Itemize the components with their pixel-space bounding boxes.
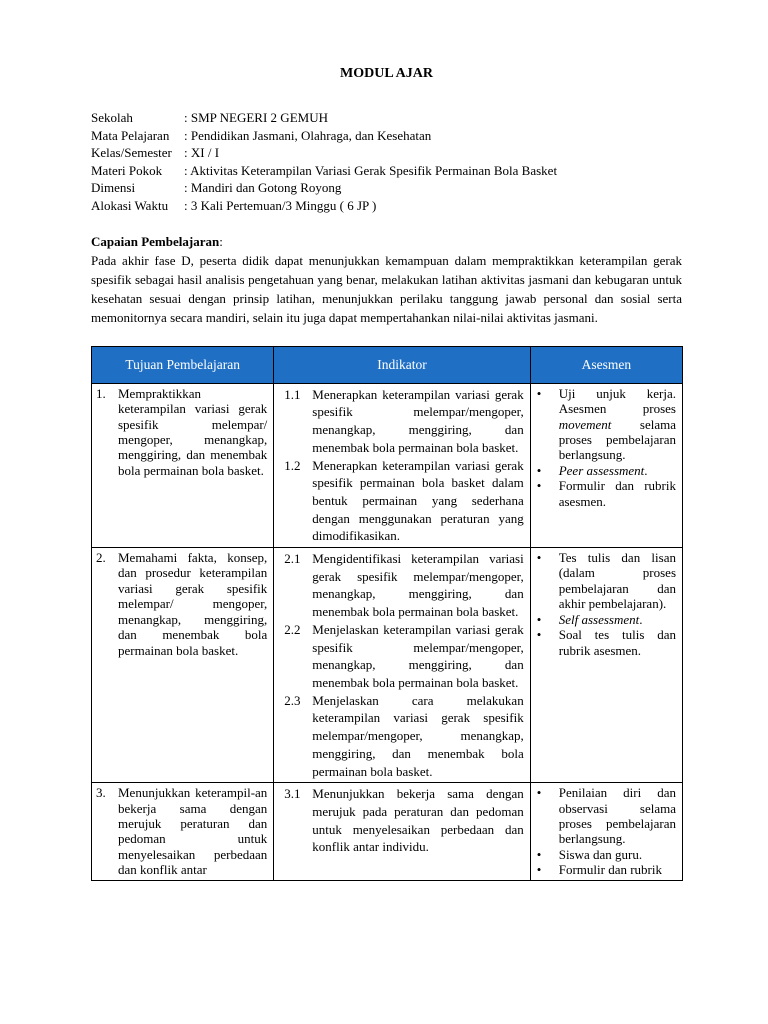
indikator-number: 2.1 <box>284 551 301 567</box>
capaian-heading-text: Capaian Pembelajaran <box>91 233 220 249</box>
info-label: Dimensi <box>91 180 136 196</box>
table-row <box>92 383 683 547</box>
asesmen-item <box>535 847 676 862</box>
asesmen-italic: movement <box>558 416 612 432</box>
info-row-mata-pelajaran <box>91 127 682 145</box>
info-label: Alokasi Waktu <box>91 197 169 213</box>
asesmen-list <box>535 550 676 658</box>
indikator-number: 1.2 <box>284 457 301 473</box>
info-label: Kelas/Semester <box>91 145 172 161</box>
info-row-kelas-semester <box>91 144 682 162</box>
asesmen-item <box>535 463 676 478</box>
asesmen-text: Uji unjuk kerja. Asesmen proses <box>558 385 676 417</box>
header-asesmen: Asesmen <box>530 346 682 383</box>
info-value: : Aktivitas Keterampilan Variasi Gerak Spesifik Permainan Bola Basket <box>184 162 558 178</box>
asesmen-text-tail: . <box>644 462 648 478</box>
bullet-icon: • <box>536 627 542 643</box>
asesmen-list <box>535 386 676 509</box>
asesmen-item <box>535 612 676 627</box>
tujuan-item <box>96 785 267 877</box>
indikator-item <box>278 785 523 856</box>
asesmen-text-tail: . <box>639 611 643 627</box>
info-row-dimensi <box>91 179 682 197</box>
info-value: : Mandiri dan Gotong Royong <box>184 180 342 196</box>
indikator-cell <box>274 548 530 783</box>
indikator-text: Menerapkan keterampilan variasi gerak spesifik permainan bola basket dalam bentuk permainan yang sederhana dengan menggunakan peraturan yang dimodifikasikan. <box>312 457 524 544</box>
item-number: 2. <box>96 550 106 566</box>
indikator-number: 1.1 <box>284 386 301 402</box>
asesmen-text-tail: selama proses pembelajaran berlangsung. <box>558 416 676 463</box>
asesmen-text: Soal tes tulis dan rubrik asesmen. <box>558 627 676 658</box>
indikator-item <box>278 692 523 781</box>
asesmen-italic: Self assessment <box>558 611 640 627</box>
asesmen-text: Penilaian diri dan observasi selama proses pembelajaran berlangsung. <box>558 785 676 847</box>
header-tujuan: Tujuan Pembelajaran <box>92 346 274 383</box>
table-header-row <box>92 346 683 383</box>
bullet-icon: • <box>536 550 542 566</box>
indikator-number: 2.2 <box>284 621 301 637</box>
asesmen-item <box>535 785 676 847</box>
tujuan-cell <box>92 548 274 783</box>
learning-objectives-table <box>91 346 683 881</box>
indikator-item <box>278 621 523 692</box>
bullet-icon: • <box>536 462 542 478</box>
asesmen-item <box>535 862 676 877</box>
bullet-icon: • <box>536 846 542 862</box>
header-indikator: Indikator <box>274 346 530 383</box>
table-row <box>92 548 683 783</box>
document-title: MODUL AJAR <box>340 66 433 81</box>
asesmen-text: Siswa dan guru. <box>558 846 643 862</box>
bullet-icon: • <box>536 478 542 494</box>
indikator-number: 3.1 <box>284 786 301 802</box>
indikator-item <box>278 457 523 546</box>
info-row-alokasi-waktu <box>91 197 682 215</box>
bullet-icon: • <box>536 785 542 801</box>
info-row-sekolah <box>91 109 682 127</box>
tujuan-item <box>96 386 267 478</box>
asesmen-cell <box>530 783 682 880</box>
asesmen-text: Tes tulis dan lisan (dalam proses pembelajaran dan akhir pembelajaran). <box>558 550 676 612</box>
info-label: Sekolah <box>91 110 133 125</box>
item-number: 1. <box>96 385 106 401</box>
bullet-icon: • <box>536 385 542 401</box>
indikator-text: Menerapkan keterampilan variasi gerak spesifik melempar/mengoper, menangkap, menggiring, dan menembak bola permainan bola basket. <box>312 386 524 455</box>
info-label: Mata Pelajaran <box>91 127 170 143</box>
item-text: Menunjukkan keterampil-an bekerja sama dengan merujuk peraturan dan pedoman untuk menyelesaikan perbedaan dan konflik antar <box>118 785 268 878</box>
indikator-text: Menjelaskan keterampilan variasi gerak spesifik melempar/mengoper, menangkap, menggiring, dan menembak bola permainan bola basket. <box>312 621 524 690</box>
tujuan-cell <box>92 383 274 547</box>
item-text: Mempraktikkan keterampilan variasi gerak spesifik melempar/ mengoper, menangkap, menggiring, dan menembak bola permainan bola basket. <box>118 385 268 478</box>
capaian-heading-colon: : <box>219 233 223 249</box>
asesmen-cell <box>530 383 682 547</box>
capaian-heading <box>91 232 682 251</box>
indikator-item <box>278 550 523 621</box>
asesmen-item <box>535 627 676 658</box>
info-value: : Pendidikan Jasmani, Olahraga, dan Kesehatan <box>184 127 432 143</box>
info-row-materi-pokok <box>91 162 682 180</box>
asesmen-italic: Peer assessment <box>558 462 645 478</box>
bullet-icon: • <box>536 611 542 627</box>
document-page <box>91 66 682 881</box>
bullet-icon: • <box>536 862 542 878</box>
indikator-number: 2.3 <box>284 692 301 708</box>
asesmen-item <box>535 550 676 612</box>
table-row <box>92 783 683 880</box>
tujuan-item <box>96 550 267 658</box>
item-number: 3. <box>96 785 106 801</box>
identity-block <box>91 109 682 215</box>
asesmen-cell <box>530 548 682 783</box>
indikator-text: Menunjukkan bekerja sama dengan merujuk pada peraturan dan pedoman untuk menyelesaikan perbedaan dan konflik antar individu. <box>312 786 524 855</box>
indikator-cell <box>274 783 530 880</box>
indikator-item <box>278 386 523 457</box>
asesmen-item <box>535 386 676 463</box>
indikator-cell <box>274 383 530 547</box>
indikator-text: Mengidentifikasi keterampilan variasi gerak spesifik melempar/mengoper, menangkap, menggiring, dan menembak bola permainan bola basket. <box>312 551 524 620</box>
asesmen-text: Formulir dan rubrik asesmen. <box>558 478 676 509</box>
capaian-paragraph: Pada akhir fase D, peserta didik dapat menunjukkan kemampuan dalam mempraktikkan keterampilan gerak spesifik sebagai hasil analisis pengetahuan yang benar, melakukan latihan aktivitas jasmani dan kebugaran untuk kesehatan sesuai dengan prinsip latihan, menunjukkan perilaku tanggung jawab personal dan sosial serta memonitornya secara mandiri, selain itu juga dapat mempertahankan nilai-nilai aktivitas jasmani. <box>91 252 682 326</box>
indikator-text: Menjelaskan cara melakukan keterampilan variasi gerak spesifik melempar/mengoper, menangkap, menggiring, dan menembak bola permainan bola basket. <box>312 692 524 779</box>
info-label: Materi Pokok <box>91 162 163 178</box>
info-value: : SMP NEGERI 2 GEMUH <box>184 110 328 125</box>
info-value: : 3 Kali Pertemuan/3 Minggu ( 6 JP ) <box>184 197 377 213</box>
asesmen-text: Formulir dan rubrik <box>558 862 662 878</box>
asesmen-item <box>535 478 676 509</box>
item-text: Memahami fakta, konsep, dan prosedur keterampilan variasi gerak spesifik melempar/ mengoper, menangkap, menggiring, dan menembak bola permainan bola basket. <box>118 550 268 658</box>
tujuan-cell <box>92 783 274 880</box>
info-value: : XI / I <box>184 145 220 161</box>
asesmen-list <box>535 785 676 877</box>
